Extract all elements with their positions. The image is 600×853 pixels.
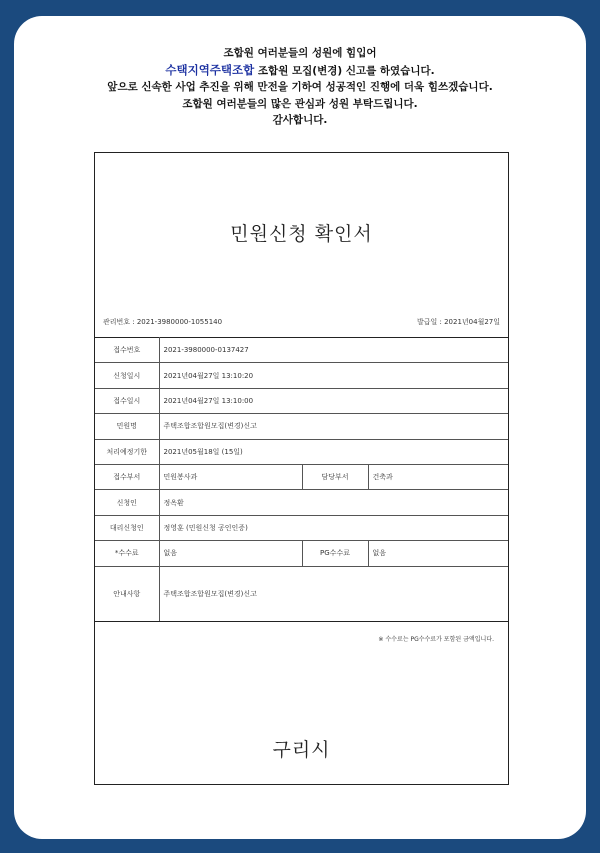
issuing-city: 구리시 xyxy=(272,739,331,761)
table-row xyxy=(95,338,508,363)
fee-label: *수수료 xyxy=(95,541,159,566)
petition-certificate xyxy=(94,152,509,785)
table-row xyxy=(95,414,508,439)
notice-value: 주택조합조합원모집(변경)신고 xyxy=(159,566,508,621)
received-at-value: 2021년04월27일 13:10:00 xyxy=(159,388,508,413)
notice-label: 안내사항 xyxy=(95,566,159,621)
intro-line-2-rest: 조합원 모집(변경) 신고를 하였습니다. xyxy=(257,64,435,77)
petition-name-label: 민원명 xyxy=(95,414,159,439)
fee-footnote: ※ 수수료는 PG수수료가 포함된 금액입니다. xyxy=(378,636,494,643)
deadline-label: 처리예정기한 xyxy=(95,439,159,464)
petition-table xyxy=(95,337,508,622)
table-row xyxy=(95,464,508,489)
pg-fee-value: 없음 xyxy=(368,541,508,566)
intro-line-3: 앞으로 신속한 사업 추진을 위해 만전을 기하여 성공적인 진행에 더욱 힘쓰겠습니다. xyxy=(107,81,493,93)
table-row xyxy=(95,363,508,388)
receipt-no-value: 2021-3980000-0137427 xyxy=(159,338,508,363)
intro-line-2 xyxy=(0,62,600,80)
receiving-dept-value: 민원봉사과 xyxy=(159,464,302,489)
table-row xyxy=(95,566,508,621)
responsible-dept-value: 건축과 xyxy=(368,464,508,489)
applied-at-value: 2021년04월27일 13:10:20 xyxy=(159,363,508,388)
received-at-label: 접수일시 xyxy=(95,388,159,413)
table-row xyxy=(95,490,508,515)
deadline-value: 2021년05월18일 (15일) xyxy=(159,439,508,464)
intro-message xyxy=(0,45,600,129)
intro-line-5: 감사합니다. xyxy=(272,114,328,126)
table-row xyxy=(95,515,508,540)
receiving-dept-label: 접수부서 xyxy=(95,464,159,489)
document-title: 민원신청 확인서 xyxy=(230,223,373,245)
responsible-dept-label: 담당부서 xyxy=(302,464,368,489)
union-name: 수택지역주택조합 xyxy=(165,62,255,77)
fee-value: 없음 xyxy=(159,541,302,566)
receipt-no-label: 접수번호 xyxy=(95,338,159,363)
issue-date: 발급일 : 2021년04월27일 xyxy=(416,318,500,326)
applicant-value: 정옥환 xyxy=(159,490,508,515)
intro-line-1: 조합원 여러분들의 성원에 힘입어 xyxy=(223,47,377,59)
intro-line-4: 조합원 여러분들의 많은 관심과 성원 부탁드립니다. xyxy=(182,97,418,110)
agent-label: 대리신청인 xyxy=(95,515,159,540)
management-number: 관리번호 : 2021-3980000-1055140 xyxy=(103,318,223,326)
applied-at-label: 신청일시 xyxy=(95,363,159,388)
petition-name-value: 주택조합조합원모집(변경)신고 xyxy=(159,414,508,439)
table-row xyxy=(95,439,508,464)
table-row xyxy=(95,541,508,566)
agent-value: 정영훈 (민원신청 공인인증) xyxy=(159,515,508,540)
pg-fee-label: PG수수료 xyxy=(302,541,368,566)
applicant-label: 신청인 xyxy=(95,490,159,515)
table-row xyxy=(95,388,508,413)
